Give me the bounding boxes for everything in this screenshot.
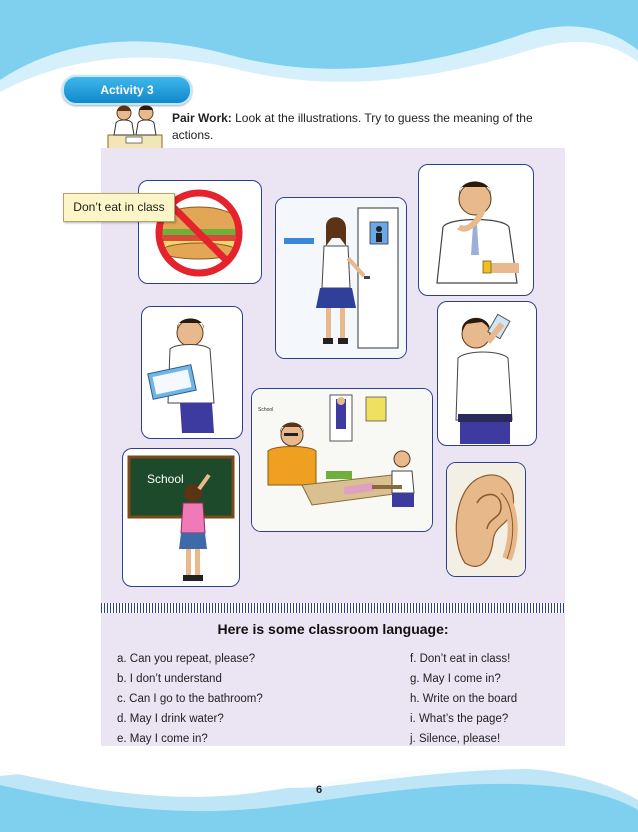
instruction-lead: Pair Work: <box>172 111 232 125</box>
ear-listening-illustration <box>447 463 525 576</box>
language-item: g. May I come in? <box>410 673 501 685</box>
board-text: School <box>147 472 184 486</box>
language-list-left <box>117 649 263 749</box>
card-classroom <box>251 388 433 532</box>
language-item: d. May I drink water? <box>117 713 224 725</box>
callout-dont-eat: Don’t eat in class <box>63 193 175 222</box>
section-divider <box>101 603 565 613</box>
card-girl-at-door <box>275 197 407 359</box>
card-writing-on-board <box>122 448 240 587</box>
language-item: b. I don’t understand <box>117 673 222 685</box>
card-man-with-book <box>141 306 243 439</box>
card-ear-listening <box>446 462 526 577</box>
man-thinking-illustration <box>419 165 533 295</box>
language-item: c. Can I go to the bathroom? <box>117 693 263 705</box>
girl-at-door-illustration <box>276 198 406 358</box>
pair-work-icon <box>104 101 166 151</box>
language-item: j. Silence, please! <box>410 733 501 745</box>
card-man-thinking <box>418 164 534 296</box>
writing-on-board-illustration <box>123 449 239 586</box>
man-drinking-illustration <box>438 302 536 445</box>
classroom-language-title: Here is some classroom language: <box>217 621 449 637</box>
instruction-body: Look at the illustrations. Try to guess the meaning of the actions. <box>172 111 533 142</box>
language-list-right <box>410 649 517 749</box>
classroom-illustration <box>252 389 432 531</box>
language-item: e. May I come in? <box>117 733 208 745</box>
language-item: i. What’s the page? <box>410 713 509 725</box>
language-item: a. Can you repeat, please? <box>117 653 256 665</box>
classroom-language-panel <box>101 613 565 746</box>
card-man-drinking <box>437 301 537 446</box>
page-number: 6 <box>315 784 323 796</box>
man-with-book-illustration <box>142 307 242 438</box>
language-item: f. Don’t eat in class! <box>410 653 511 665</box>
instruction-text <box>172 110 552 144</box>
classroom-sign-text: School <box>258 407 274 413</box>
activity-badge: Activity 3 <box>62 75 192 105</box>
language-item: h. Write on the board <box>410 693 518 705</box>
